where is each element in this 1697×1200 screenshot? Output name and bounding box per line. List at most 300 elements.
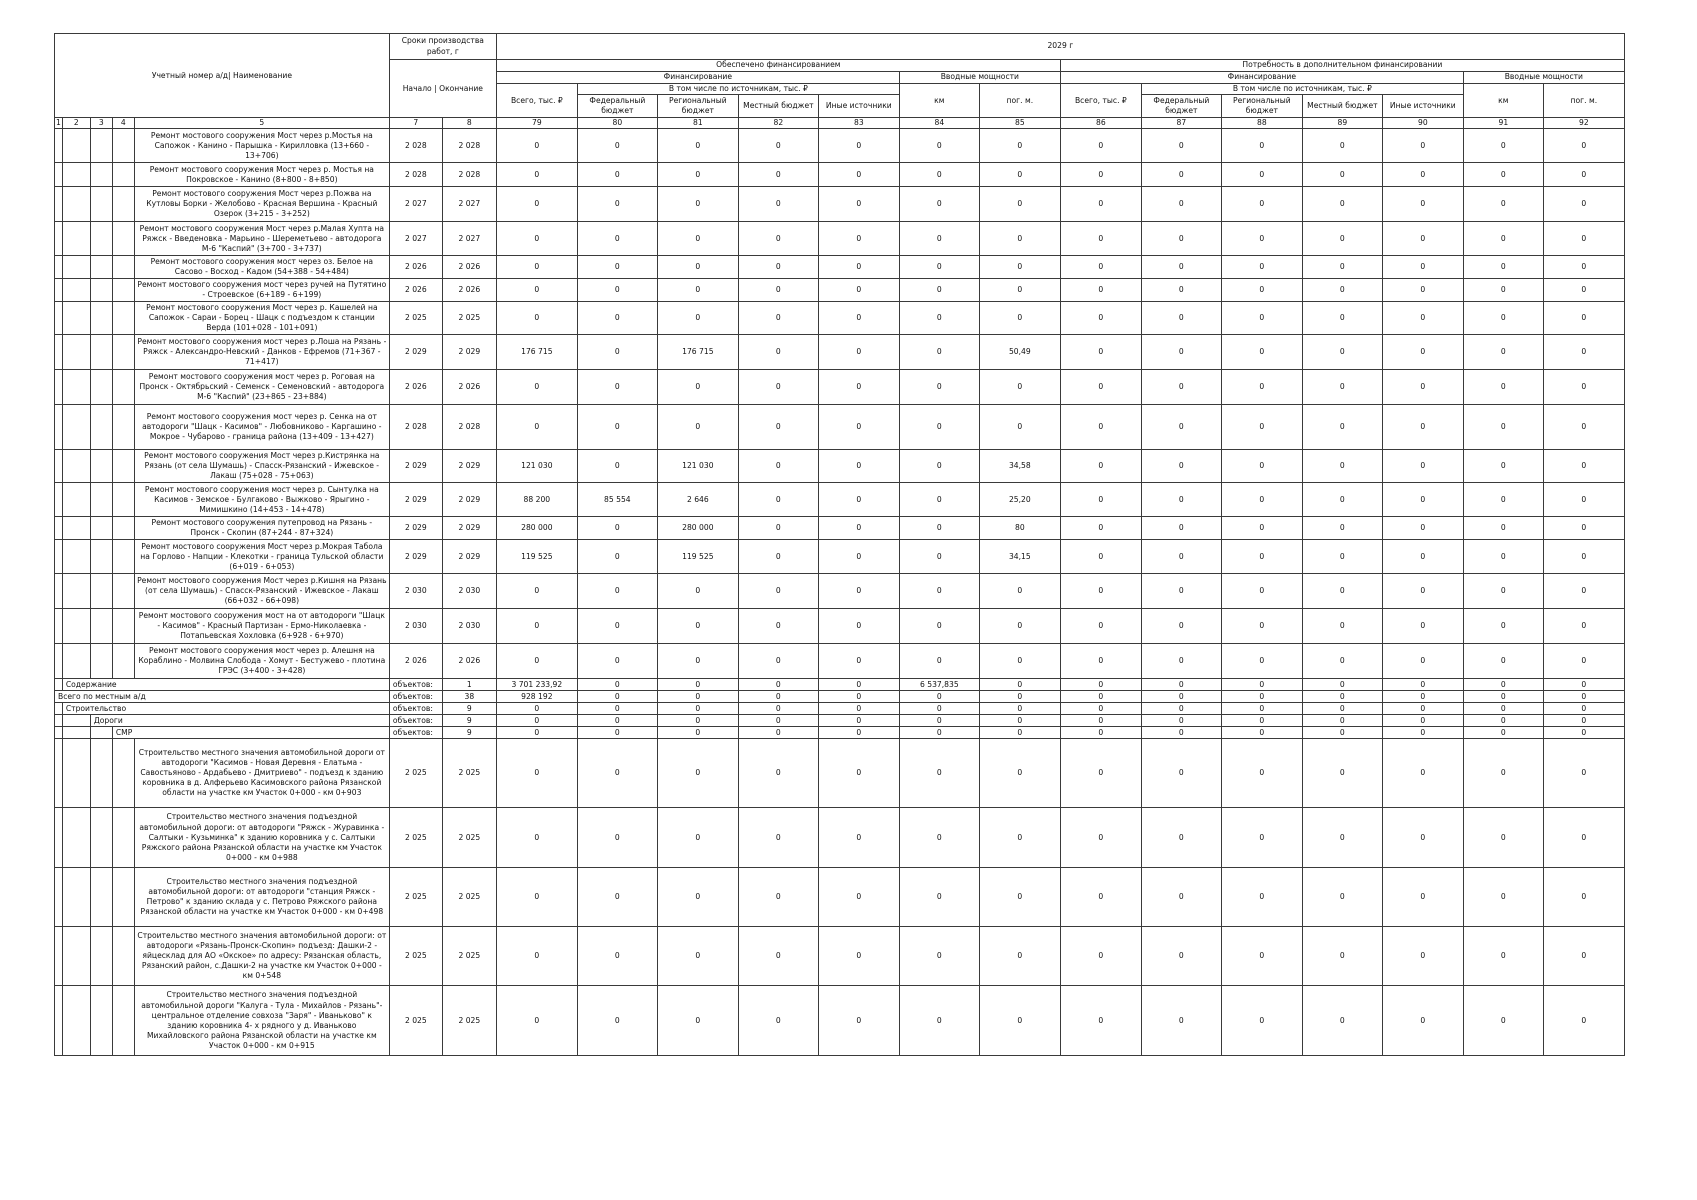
value-cell: 0: [657, 609, 738, 644]
column-number: 4: [112, 118, 134, 129]
value-cell: 0: [1302, 868, 1382, 927]
indent-cell: [62, 540, 90, 574]
value-cell: 0: [496, 727, 577, 739]
value-cell: 0: [1141, 986, 1221, 1056]
object-name: Ремонт мостового сооружения мост через р.Лоша на Рязань - Ряжск - Александро-Невский - Данков - Ефремов (71+367 - 71+417): [134, 335, 389, 370]
indent-cell: [55, 715, 63, 727]
indent-cell: [55, 335, 63, 370]
value-cell: 0: [1302, 540, 1382, 574]
column-number: 2: [62, 118, 90, 129]
header-capacity: Вводные мощности: [899, 72, 1060, 84]
table-row: [55, 279, 1625, 302]
value-cell: 0: [496, 574, 577, 609]
indent-cell: [55, 679, 63, 691]
header-other: Иные источники: [1382, 95, 1463, 118]
value-cell: 0: [738, 986, 818, 1056]
value-cell: 0: [657, 644, 738, 679]
value-cell: 0: [1543, 335, 1624, 370]
indent-cell: [90, 370, 112, 405]
value-cell: 0: [1060, 405, 1141, 450]
indent-cell: [112, 163, 134, 187]
indent-cell: [90, 727, 112, 739]
value-cell: 0: [1382, 739, 1463, 808]
value-cell: 0: [577, 256, 657, 279]
value-cell: 176 715: [657, 335, 738, 370]
value-cell: 0: [979, 739, 1060, 808]
value-cell: 0: [738, 808, 818, 868]
value-cell: 0: [1221, 129, 1302, 163]
start-year: 2 029: [389, 450, 442, 483]
value-cell: 0: [818, 129, 899, 163]
value-cell: 0: [1141, 483, 1221, 517]
value-cell: 0: [899, 370, 979, 405]
value-cell: 0: [1302, 256, 1382, 279]
value-cell: 0: [1060, 335, 1141, 370]
value-cell: 0: [496, 927, 577, 986]
value-cell: 0: [1543, 256, 1624, 279]
value-cell: 0: [496, 609, 577, 644]
value-cell: 0: [496, 302, 577, 335]
table-row: [55, 868, 1625, 927]
value-cell: 0: [1141, 691, 1221, 703]
indent-cell: [112, 370, 134, 405]
value-cell: 0: [1463, 609, 1543, 644]
indent-cell: [62, 739, 90, 808]
header-regional: Региональный бюджет: [1221, 95, 1302, 118]
value-cell: 0: [1302, 727, 1382, 739]
column-number: 90: [1382, 118, 1463, 129]
column-number: 80: [577, 118, 657, 129]
value-cell: 0: [1382, 517, 1463, 540]
value-cell: 0: [818, 222, 899, 256]
indent-cell: [62, 574, 90, 609]
value-cell: 119 525: [657, 540, 738, 574]
end-year: 2 028: [442, 129, 496, 163]
value-cell: 0: [1543, 187, 1624, 222]
header-financing: Финансирование: [496, 72, 899, 84]
value-cell: 0: [818, 727, 899, 739]
column-number: 89: [1302, 118, 1382, 129]
indent-cell: [55, 256, 63, 279]
end-year: 2 030: [442, 574, 496, 609]
object-name: Ремонт мостового сооружения Мост через р.Пожва на Кутловы Борки - Желобово - Красная Вершина - Красный Озерок (3+215 - 3+252): [134, 187, 389, 222]
value-cell: 0: [1543, 302, 1624, 335]
value-cell: 0: [1463, 727, 1543, 739]
value-cell: 0: [1463, 450, 1543, 483]
table-row: [55, 517, 1625, 540]
value-cell: 0: [1302, 808, 1382, 868]
value-cell: 0: [1060, 517, 1141, 540]
start-year: 2 025: [389, 739, 442, 808]
start-year: 2 026: [389, 370, 442, 405]
summary-row: [55, 715, 1625, 727]
value-cell: 0: [1221, 405, 1302, 450]
value-cell: 0: [1141, 222, 1221, 256]
value-cell: 0: [1463, 302, 1543, 335]
value-cell: 0: [738, 405, 818, 450]
value-cell: 0: [1463, 715, 1543, 727]
indent-cell: [55, 727, 63, 739]
value-cell: 0: [1302, 370, 1382, 405]
indent-cell: [62, 644, 90, 679]
value-cell: 0: [577, 574, 657, 609]
value-cell: 0: [979, 222, 1060, 256]
value-cell: 0: [899, 609, 979, 644]
end-year: 2 026: [442, 256, 496, 279]
value-cell: 0: [1060, 609, 1141, 644]
value-cell: 0: [818, 691, 899, 703]
object-name: Ремонт мостового сооружения Мост через р. Мостья на Покровское - Канино (8+800 - 8+850): [134, 163, 389, 187]
indent-cell: [55, 644, 63, 679]
start-year: 2 025: [389, 808, 442, 868]
value-cell: 0: [1382, 405, 1463, 450]
object-name: Ремонт мостового сооружения Мост через р.Малая Хупта на Ряжск - Введеновка - Марьино - Шереметьево - автодорога М-6 "Каспий" (3+700 - 3+737): [134, 222, 389, 256]
value-cell: 0: [899, 517, 979, 540]
value-cell: 0: [1382, 187, 1463, 222]
indent-cell: [90, 808, 112, 868]
value-cell: 0: [657, 927, 738, 986]
value-cell: 0: [1543, 679, 1624, 691]
object-name: Ремонт мостового сооружения Мост через р.Кистрянка на Рязань (от села Шумашь) - Спасск-Рязанский - Ижевское - Лакаш (75+028 - 75+063): [134, 450, 389, 483]
start-year: 2 027: [389, 187, 442, 222]
indent-cell: [112, 868, 134, 927]
indent-cell: [55, 574, 63, 609]
indent-cell: [112, 450, 134, 483]
summary-label: Дороги: [90, 715, 389, 727]
header-federal: Федеральный бюджет: [1141, 95, 1221, 118]
value-cell: 0: [738, 927, 818, 986]
value-cell: 0: [1221, 574, 1302, 609]
indent-cell: [62, 609, 90, 644]
value-cell: 0: [1382, 483, 1463, 517]
value-cell: 0: [1221, 256, 1302, 279]
indent-cell: [90, 222, 112, 256]
summary-label: Строительство: [62, 703, 389, 715]
value-cell: 0: [1463, 808, 1543, 868]
value-cell: 80: [979, 517, 1060, 540]
value-cell: 0: [818, 517, 899, 540]
value-cell: 0: [657, 691, 738, 703]
value-cell: 0: [738, 574, 818, 609]
object-name: Строительство местного значения подъездной автомобильной дороги: от автодороги "станция Ряжск - Петрово" к зданию склада у с. Петрово Ряжского района Рязанской области на участке км Участок 0+000 - км 0+498: [134, 868, 389, 927]
value-cell: 0: [1141, 370, 1221, 405]
indent-cell: [90, 279, 112, 302]
value-cell: 0: [738, 727, 818, 739]
value-cell: 0: [899, 986, 979, 1056]
value-cell: 0: [1382, 370, 1463, 405]
header-total: Всего, тыс. ₽: [1060, 84, 1141, 118]
value-cell: 0: [1302, 609, 1382, 644]
value-cell: 0: [657, 256, 738, 279]
value-cell: 0: [1060, 808, 1141, 868]
indent-cell: [55, 405, 63, 450]
end-year: 2 026: [442, 644, 496, 679]
end-year: 2 025: [442, 986, 496, 1056]
value-cell: 0: [1543, 715, 1624, 727]
value-cell: 0: [738, 679, 818, 691]
value-cell: 0: [899, 129, 979, 163]
value-cell: 0: [1141, 609, 1221, 644]
value-cell: 88 200: [496, 483, 577, 517]
summary-label: Содержание: [62, 679, 389, 691]
value-cell: 0: [1302, 163, 1382, 187]
value-cell: 3 701 233,92: [496, 679, 577, 691]
value-cell: 0: [1302, 335, 1382, 370]
value-cell: 0: [577, 222, 657, 256]
value-cell: 0: [577, 868, 657, 927]
indent-cell: [90, 187, 112, 222]
start-year: 2 030: [389, 574, 442, 609]
value-cell: 0: [1302, 679, 1382, 691]
indent-cell: [90, 739, 112, 808]
value-cell: 0: [577, 405, 657, 450]
table-row: [55, 927, 1625, 986]
value-cell: 0: [818, 256, 899, 279]
value-cell: 0: [1382, 727, 1463, 739]
indent-cell: [55, 808, 63, 868]
object-name: Ремонт мостового сооружения мост через оз. Белое на Сасово - Восход - Кадом (54+388 - 54+484): [134, 256, 389, 279]
header-pogm: пог. м.: [979, 84, 1060, 118]
indent-cell: [112, 302, 134, 335]
value-cell: 0: [738, 302, 818, 335]
value-cell: 0: [1221, 727, 1302, 739]
indent-cell: [112, 574, 134, 609]
indent-cell: [112, 986, 134, 1056]
value-cell: 0: [738, 163, 818, 187]
value-cell: 0: [1060, 370, 1141, 405]
value-cell: 0: [496, 703, 577, 715]
value-cell: 0: [577, 163, 657, 187]
value-cell: 280 000: [496, 517, 577, 540]
object-name: Ремонт мостового сооружения Мост через р. Кашелей на Сапожок - Сараи - Борец - Шацк с подъездом к станции Верда (101+028 - 101+091): [134, 302, 389, 335]
end-year: 2 029: [442, 483, 496, 517]
value-cell: 0: [1302, 691, 1382, 703]
indent-cell: [62, 517, 90, 540]
summary-count: 38: [442, 691, 496, 703]
value-cell: 0: [979, 986, 1060, 1056]
indent-cell: [55, 703, 63, 715]
value-cell: 0: [818, 279, 899, 302]
value-cell: 0: [738, 256, 818, 279]
value-cell: 0: [1463, 927, 1543, 986]
value-cell: 0: [738, 609, 818, 644]
value-cell: 0: [738, 868, 818, 927]
object-name: Ремонт мостового сооружения путепровод на Рязань - Пронск - Скопин (87+244 - 87+324): [134, 517, 389, 540]
value-cell: 0: [1463, 986, 1543, 1056]
value-cell: 0: [657, 574, 738, 609]
value-cell: 0: [1221, 517, 1302, 540]
indent-cell: [112, 129, 134, 163]
value-cell: 0: [979, 279, 1060, 302]
value-cell: 0: [496, 644, 577, 679]
value-cell: 0: [1221, 370, 1302, 405]
value-cell: 0: [1141, 279, 1221, 302]
value-cell: 0: [1543, 222, 1624, 256]
object-name: Строительство местного значения подъездной автомобильной дороги: от автодороги "Ряжск - Журавинка - Салтыки - Кузьминка" к зданию коровника у с. Салтыки Ряжского района Рязанской области на участке км Участок 0+000 - км 0+988: [134, 808, 389, 868]
column-number: 79: [496, 118, 577, 129]
summary-unit: объектов:: [389, 727, 442, 739]
header-terms: Сроки производства работ, г: [389, 34, 496, 60]
value-cell: 0: [1382, 703, 1463, 715]
value-cell: 928 192: [496, 691, 577, 703]
value-cell: 0: [1302, 644, 1382, 679]
value-cell: 0: [1382, 986, 1463, 1056]
value-cell: 0: [496, 222, 577, 256]
value-cell: 0: [1302, 739, 1382, 808]
indent-cell: [90, 517, 112, 540]
value-cell: 0: [899, 644, 979, 679]
value-cell: 0: [496, 715, 577, 727]
header-km: км: [1463, 84, 1543, 118]
column-number: 91: [1463, 118, 1543, 129]
value-cell: 0: [1302, 187, 1382, 222]
table-row: [55, 986, 1625, 1056]
value-cell: 0: [1382, 163, 1463, 187]
object-name: Ремонт мостового сооружения мост через ручей на Путятино - Строевское (6+189 - 6+199): [134, 279, 389, 302]
indent-cell: [112, 187, 134, 222]
value-cell: 121 030: [657, 450, 738, 483]
value-cell: 0: [1060, 715, 1141, 727]
value-cell: 0: [1463, 187, 1543, 222]
value-cell: 0: [1543, 927, 1624, 986]
summary-label: СМР: [112, 727, 389, 739]
indent-cell: [112, 540, 134, 574]
value-cell: 0: [1382, 715, 1463, 727]
column-number: 82: [738, 118, 818, 129]
value-cell: 0: [1221, 540, 1302, 574]
value-cell: 0: [738, 335, 818, 370]
value-cell: 0: [1221, 644, 1302, 679]
value-cell: 0: [899, 302, 979, 335]
indent-cell: [55, 279, 63, 302]
table-row: [55, 808, 1625, 868]
value-cell: 0: [818, 644, 899, 679]
value-cell: 0: [899, 256, 979, 279]
value-cell: 0: [496, 370, 577, 405]
header-local: Местный бюджет: [1302, 95, 1382, 118]
indent-cell: [55, 370, 63, 405]
value-cell: 0: [1302, 715, 1382, 727]
indent-cell: [112, 405, 134, 450]
value-cell: 0: [1302, 450, 1382, 483]
value-cell: 0: [577, 517, 657, 540]
value-cell: 0: [1060, 868, 1141, 927]
value-cell: 0: [1141, 727, 1221, 739]
indent-cell: [90, 483, 112, 517]
value-cell: 0: [1221, 808, 1302, 868]
value-cell: 0: [1302, 405, 1382, 450]
indent-cell: [55, 222, 63, 256]
value-cell: 0: [657, 868, 738, 927]
value-cell: 50,49: [979, 335, 1060, 370]
indent-cell: [90, 335, 112, 370]
value-cell: 0: [899, 715, 979, 727]
value-cell: 0: [1302, 574, 1382, 609]
indent-cell: [62, 222, 90, 256]
value-cell: 0: [657, 986, 738, 1056]
value-cell: 0: [1382, 540, 1463, 574]
value-cell: 0: [1463, 370, 1543, 405]
indent-cell: [62, 129, 90, 163]
column-number: 8: [442, 118, 496, 129]
column-number: 81: [657, 118, 738, 129]
value-cell: 0: [738, 222, 818, 256]
indent-cell: [62, 335, 90, 370]
value-cell: 0: [1543, 517, 1624, 540]
object-name: Ремонт мостового сооружения мост через р. Сынтулка на Касимов - Земское - Булгаково - Выжково - Ярыгино - Мимишкино (14+453 - 14+478): [134, 483, 389, 517]
indent-cell: [112, 222, 134, 256]
value-cell: 0: [1221, 302, 1302, 335]
start-year: 2 028: [389, 129, 442, 163]
indent-cell: [90, 986, 112, 1056]
end-year: 2 029: [442, 450, 496, 483]
value-cell: 0: [899, 574, 979, 609]
column-number: 92: [1543, 118, 1624, 129]
end-year: 2 025: [442, 808, 496, 868]
value-cell: 0: [899, 739, 979, 808]
value-cell: 0: [1463, 868, 1543, 927]
value-cell: 0: [657, 163, 738, 187]
header-total: Всего, тыс. ₽: [496, 84, 577, 118]
value-cell: 0: [979, 808, 1060, 868]
summary-count: 1: [442, 679, 496, 691]
value-cell: 0: [496, 868, 577, 927]
column-number: 85: [979, 118, 1060, 129]
value-cell: 0: [1141, 540, 1221, 574]
indent-cell: [112, 644, 134, 679]
value-cell: 0: [818, 868, 899, 927]
table-row: [55, 483, 1625, 517]
value-cell: 0: [1302, 517, 1382, 540]
summary-row: [55, 691, 1625, 703]
value-cell: 0: [1141, 703, 1221, 715]
value-cell: 0: [1302, 483, 1382, 517]
value-cell: 0: [899, 540, 979, 574]
value-cell: 0: [1543, 574, 1624, 609]
header-local: Местный бюджет: [738, 95, 818, 118]
value-cell: 0: [979, 868, 1060, 927]
column-number: 5: [134, 118, 389, 129]
table-row: [55, 187, 1625, 222]
value-cell: 0: [496, 808, 577, 868]
end-year: 2 025: [442, 302, 496, 335]
value-cell: 0: [1141, 163, 1221, 187]
indent-cell: [55, 540, 63, 574]
value-cell: 0: [738, 703, 818, 715]
value-cell: 0: [899, 187, 979, 222]
value-cell: 0: [657, 739, 738, 808]
value-cell: 0: [577, 927, 657, 986]
value-cell: 0: [1060, 222, 1141, 256]
indent-cell: [62, 808, 90, 868]
value-cell: 0: [1382, 450, 1463, 483]
value-cell: 0: [577, 739, 657, 808]
value-cell: 0: [738, 129, 818, 163]
start-year: 2 029: [389, 540, 442, 574]
value-cell: 0: [1141, 335, 1221, 370]
value-cell: 0: [1060, 574, 1141, 609]
value-cell: 0: [1141, 644, 1221, 679]
value-cell: 0: [1543, 163, 1624, 187]
indent-cell: [62, 187, 90, 222]
summary-row: [55, 679, 1625, 691]
value-cell: 0: [1382, 302, 1463, 335]
indent-cell: [90, 163, 112, 187]
end-year: 2 027: [442, 187, 496, 222]
value-cell: 0: [818, 703, 899, 715]
value-cell: 0: [899, 222, 979, 256]
report-table: [54, 33, 1625, 1056]
